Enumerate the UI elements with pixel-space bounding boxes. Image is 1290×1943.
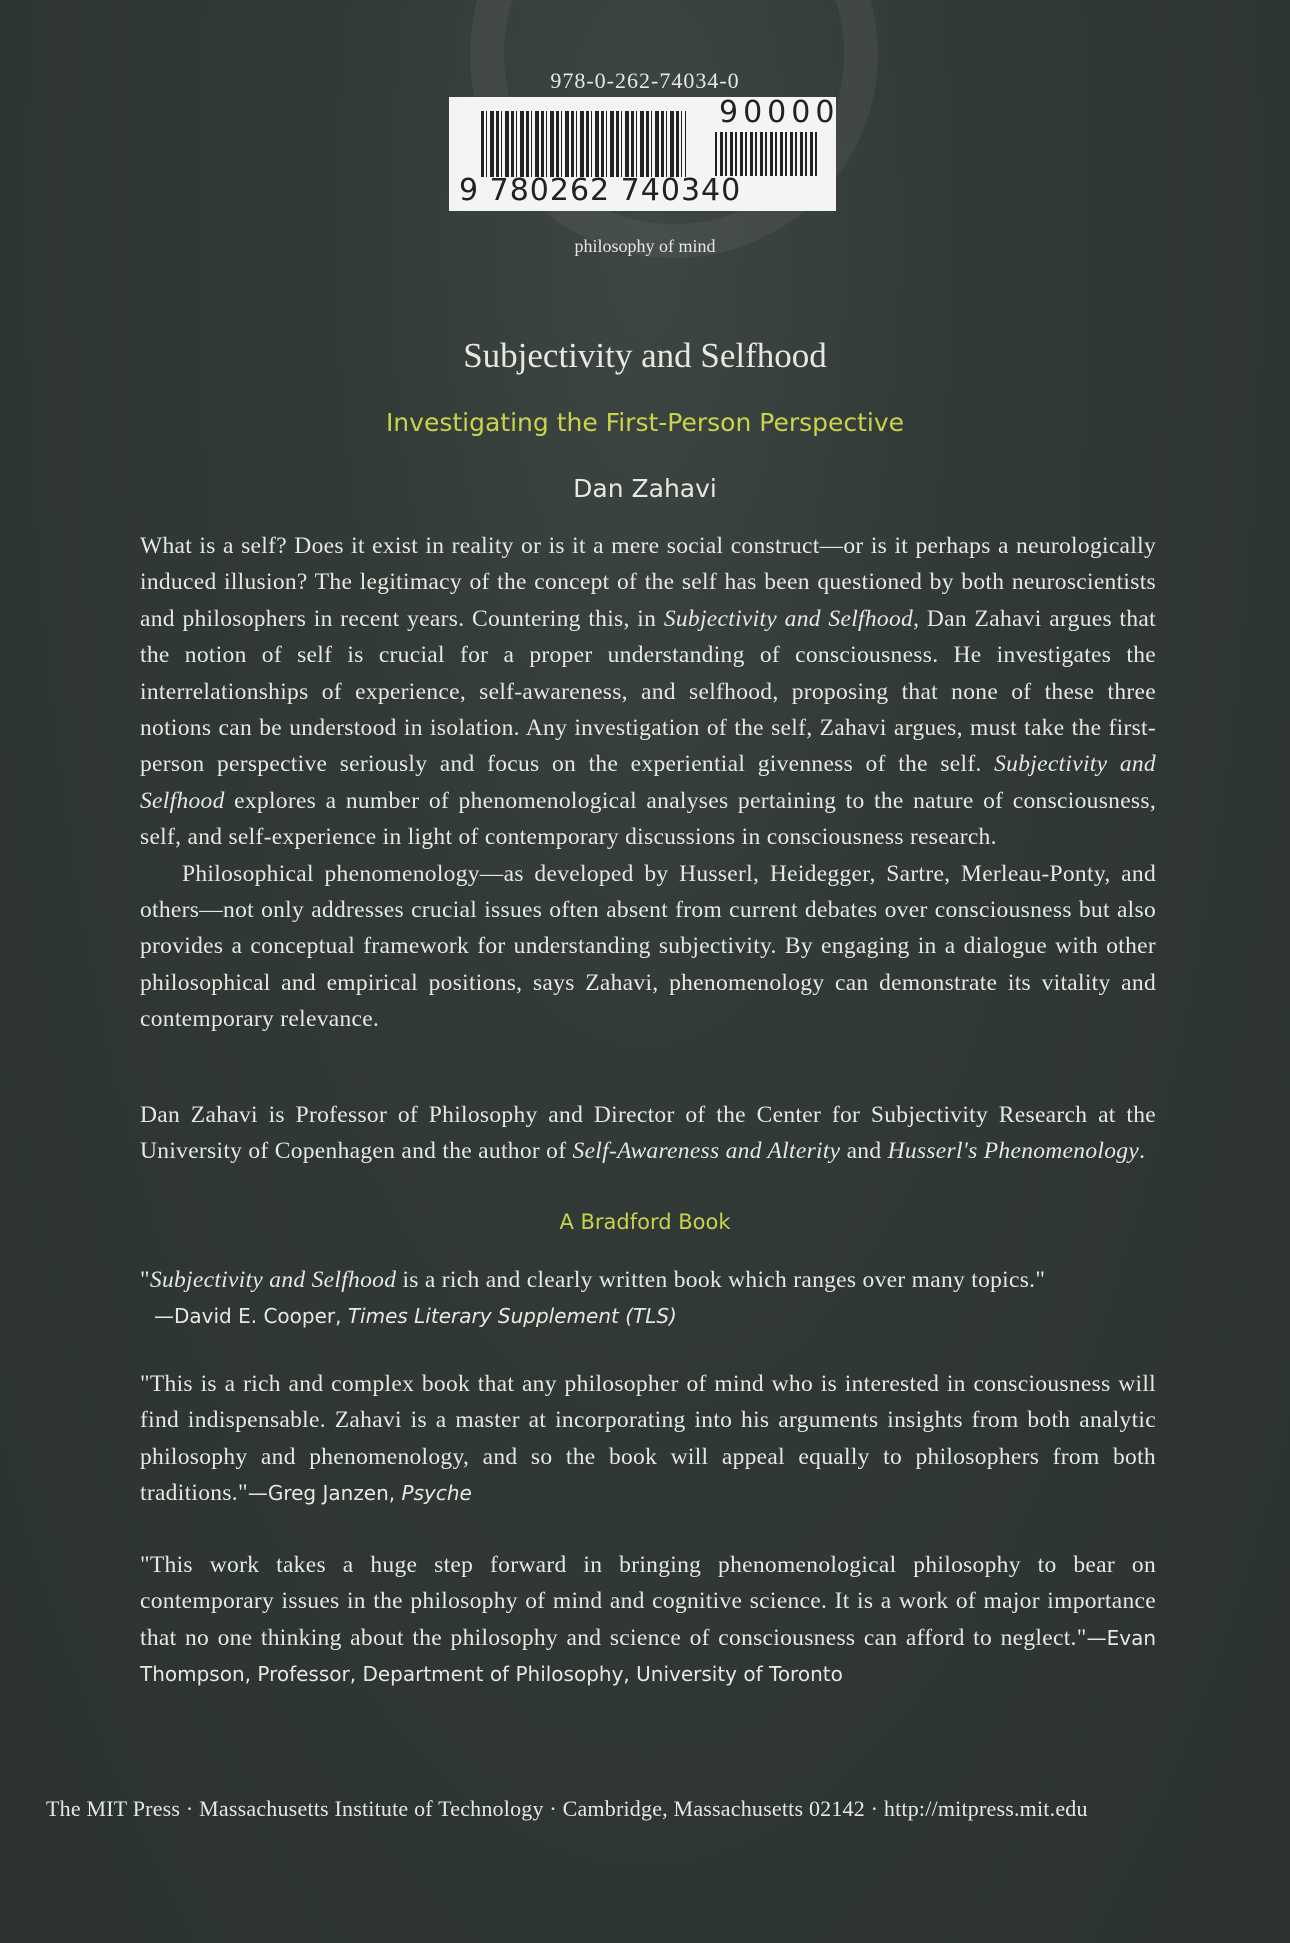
quote-text: "This work takes a huge step forward in bringing phenomenological philosophy to bear on contemporary issues in the philosophy of mind and cognitive science. It is a work of major importance that no one thinking about the philosophy and science of consciousness can afford to neglect." — [140, 1552, 1156, 1651]
book-author: Dan Zahavi — [573, 474, 717, 503]
barcode-addon-bars — [715, 132, 820, 176]
quote-source: Psyche — [401, 1481, 472, 1506]
imprint: A Bradford Book — [559, 1210, 731, 1234]
barcode-bars — [481, 111, 686, 177]
text: and — [840, 1138, 888, 1165]
description-paragraph-2: Philosophical phenomenology—as developed by Husserl, Heidegger, Sartre, Merleau-Ponty, and others—not only addresses crucial issues often absent from current debates over consciousness but also provides a conceptual framework for understanding subjectivity. By engaging in a dialogue with other philosophical and empirical positions, says Zahavi, phenomenology can demonstrate its vitality and contemporary relevance. — [140, 860, 1156, 1033]
text: Dan Zahavi is Professor of Philosophy and Director of the Center for Subjectivity Research at the University of Copenhagen and the author of — [140, 1102, 1156, 1165]
quote-text: is a rich and clearly written book which ranges over many topics." — [396, 1267, 1046, 1293]
description — [140, 528, 1156, 1038]
author-bio — [140, 1097, 1156, 1170]
book-title-italic: Self-Awareness and Alterity — [572, 1138, 841, 1165]
text: What is a self? Does it exist in reality or is it a mere social construct—or is it perhaps a neurologically induced illusion? The legitimacy of the concept of the self has been questioned by both neuroscientists and philosophers in recent years. Countering this, in — [140, 533, 1156, 632]
category: philosophy of mind — [574, 236, 716, 256]
book-title-italic: Subjectivity and Selfhood — [149, 1267, 397, 1293]
review-quote-3 — [140, 1547, 1156, 1693]
publisher-footer: The MIT Press · Massachusetts Institute of Technology · Cambridge, Massachusetts 02142 · http://mitpress.mit.edu — [46, 1796, 1088, 1821]
text: , Dan Zahavi argues that the notion of self is crucial for a proper understanding of consciousness. He investigates the interrelationships of experience, self-awareness, and selfhood, proposing that none of these three notions can be understood in isolation. Any investigation of the self, Zahavi argues, must take the first-person perspective seriously and focus on the experiential givenness of the self. — [140, 605, 1156, 778]
review-quote-2 — [140, 1366, 1156, 1512]
barcode — [449, 95, 840, 211]
text: " — [140, 1267, 150, 1293]
barcode-digits: 9 780262 740340 — [459, 173, 742, 208]
quote-text: "This is a rich and complex book that any philosopher of mind who is interested in consciousness will find indispensable. Zahavi is a master at incorporating into his arguments insights from both analytic philosophy and phenomenology, and so the book will appeal equally to philosophers from both traditions." — [140, 1371, 1156, 1507]
review-quote-1 — [140, 1262, 1156, 1335]
quote-attribution: —David E. Cooper, — [154, 1304, 348, 1329]
isbn: 978-0-262-74034-0 — [550, 68, 740, 93]
quote-source: Times Literary Supplement (TLS) — [347, 1304, 677, 1329]
quote-attribution: —Evan Thompson, Professor, Department of Philosophy, University of Toronto — [140, 1625, 1156, 1687]
barcode-addon-digits: 90000 — [719, 95, 840, 130]
book-title-italic: Subjectivity and Selfhood — [663, 605, 914, 632]
quote-attribution: —Greg Janzen, — [247, 1481, 402, 1506]
book-title: Subjectivity and Selfhood — [463, 336, 827, 375]
text: explores a number of phenomenological analyses pertaining to the nature of consciousness, self, and self-experience in light of contemporary discussions in consciousness research. — [140, 787, 1156, 851]
text: . — [1139, 1138, 1146, 1165]
book-title-italic: Husserl's Phenomenology — [887, 1138, 1140, 1165]
book-title-italic: Subjectivity and Selfhood — [140, 751, 1156, 814]
book-subtitle: Investigating the First-Person Perspective — [385, 408, 905, 437]
description-paragraph-1 — [140, 528, 1156, 856]
